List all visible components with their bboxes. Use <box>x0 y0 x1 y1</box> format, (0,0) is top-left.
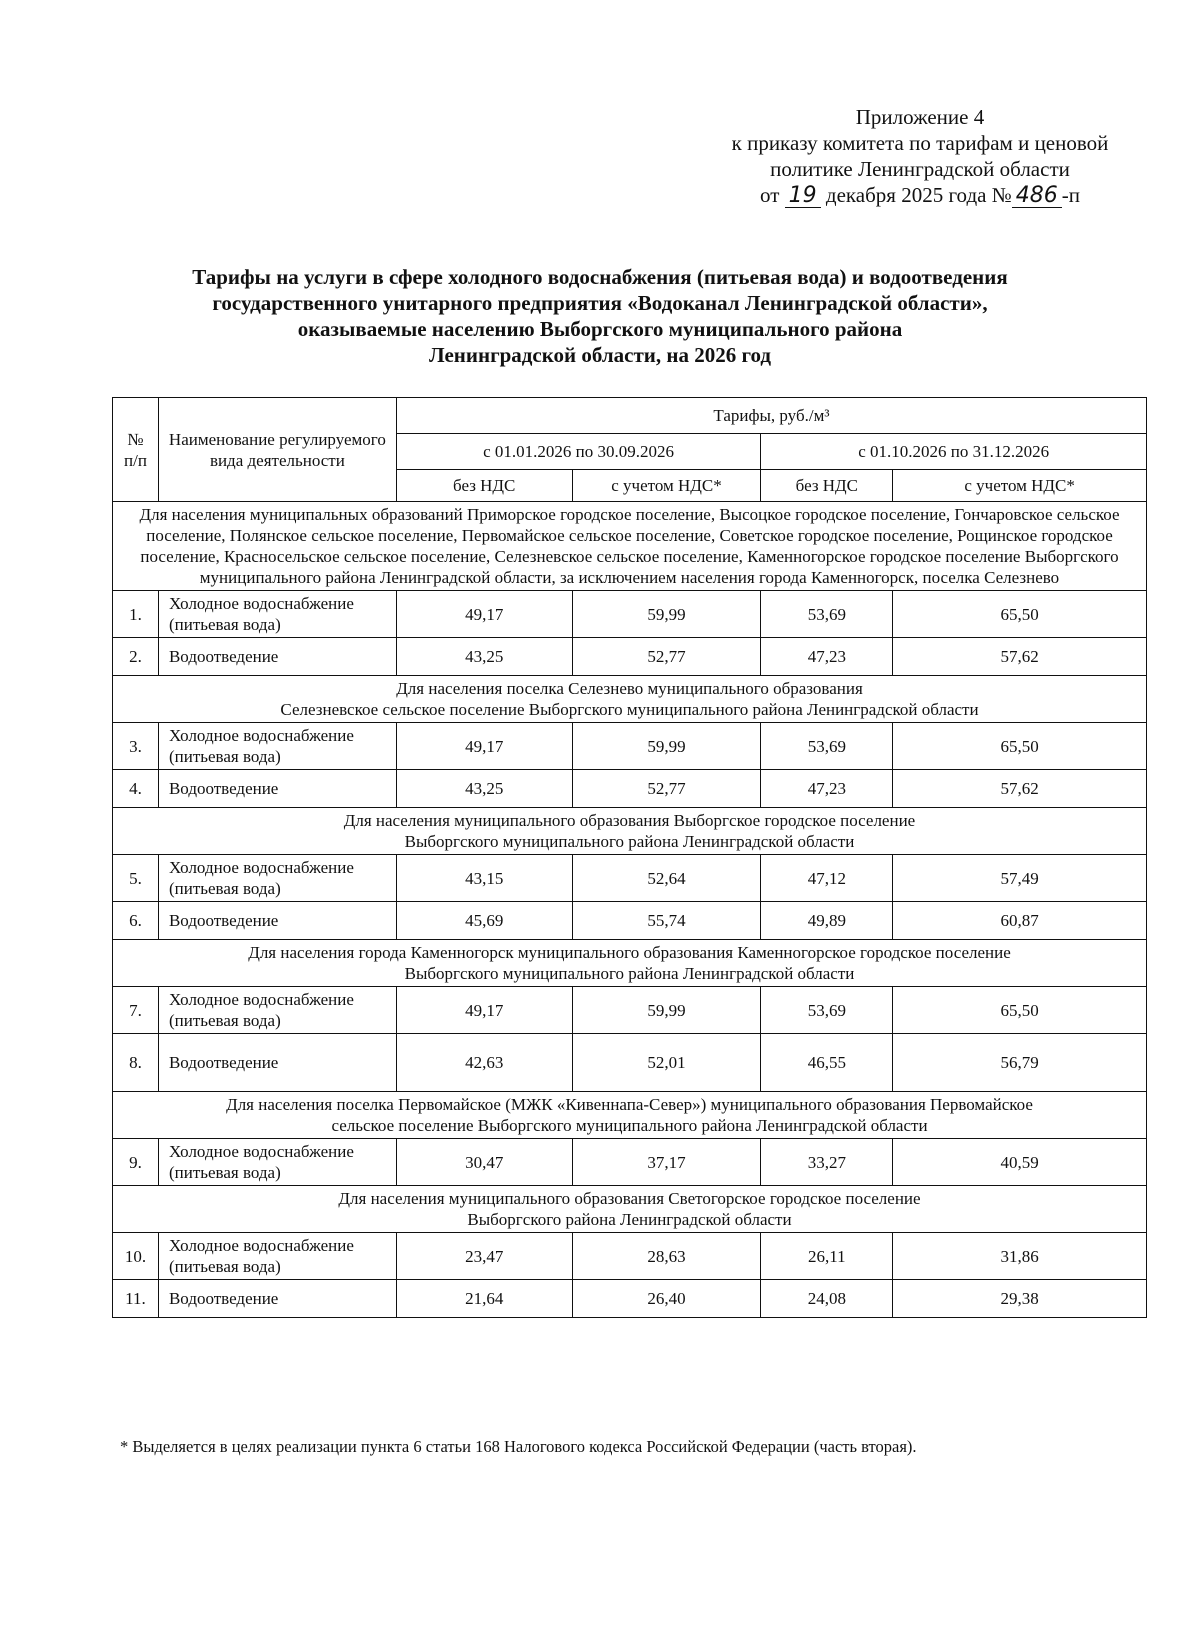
table-row <box>113 1280 1147 1318</box>
appendix-line-2: к приказу комитета по тарифам и ценовой <box>731 131 1109 155</box>
row-value: 52,77 <box>572 638 761 676</box>
table-row <box>113 638 1147 676</box>
group-title-line: Для населения поселка Первомайское (МЖК «Кивеннапа-Север») муниципального образования Первомайское <box>226 1095 1033 1114</box>
row-value: 49,17 <box>396 987 572 1034</box>
header-period-1: с 01.01.2026 по 30.09.2026 <box>396 434 761 470</box>
row-value: 45,69 <box>396 902 572 940</box>
row-value: 57,62 <box>893 770 1147 808</box>
group-title <box>113 940 1147 987</box>
appendix-block <box>690 104 1150 208</box>
row-value: 46,55 <box>761 1034 893 1092</box>
table-row <box>113 987 1147 1034</box>
row-value: 57,62 <box>893 638 1147 676</box>
footnote: * Выделяется в целях реализации пункта 6 статьи 168 Налогового кодекса Российской Федерации (часть вторая). <box>120 1437 917 1456</box>
group-title-line: сельское поселение Выборгского муниципального района Ленинградской области <box>331 1116 928 1135</box>
group-title <box>113 1092 1147 1139</box>
row-num: 3. <box>113 723 159 770</box>
row-value: 40,59 <box>893 1139 1147 1186</box>
row-service: Водоотведение <box>158 902 396 940</box>
title-line-2: государственного унитарного предприятия «Водоканал Ленинградской области», <box>212 291 988 315</box>
appendix-suffix: -п <box>1061 183 1080 207</box>
row-value: 26,11 <box>761 1233 893 1280</box>
row-service: Водоотведение <box>158 1280 396 1318</box>
table-row <box>113 1233 1147 1280</box>
header-tariffs: Тарифы, руб./м³ <box>396 398 1146 434</box>
row-value: 52,01 <box>572 1034 761 1092</box>
row-value: 57,49 <box>893 855 1147 902</box>
group-title-line: Выборгского района Ленинградской области <box>467 1210 792 1229</box>
row-service: Холодное водоснабжение (питьевая вода) <box>158 1233 396 1280</box>
group-title <box>113 676 1147 723</box>
row-value: 42,63 <box>396 1034 572 1092</box>
header-period-2: с 01.10.2026 по 31.12.2026 <box>761 434 1147 470</box>
group-title-line: Для населения города Каменногорск муниципального образования Каменногорское городское поселение <box>248 943 1011 962</box>
row-num: 11. <box>113 1280 159 1318</box>
group-title <box>113 1186 1147 1233</box>
appendix-date-prefix: от <box>760 183 780 207</box>
row-service: Холодное водоснабжение (питьевая вода) <box>158 723 396 770</box>
table-row <box>113 855 1147 902</box>
row-value: 49,89 <box>761 902 893 940</box>
header-with-vat-1: с учетом НДС* <box>572 470 761 502</box>
row-value: 59,99 <box>572 987 761 1034</box>
header-no-vat-1: без НДС <box>396 470 572 502</box>
row-num: 6. <box>113 902 159 940</box>
row-num: 10. <box>113 1233 159 1280</box>
row-value: 55,74 <box>572 902 761 940</box>
group-title-line: Для населения поселка Селезнево муниципального образования <box>396 679 863 698</box>
row-value: 56,79 <box>893 1034 1147 1092</box>
title-line-1: Тарифы на услуги в сфере холодного водоснабжения (питьевая вода) и водоотведения <box>192 265 1008 289</box>
row-value: 24,08 <box>761 1280 893 1318</box>
row-value: 65,50 <box>893 987 1147 1034</box>
row-value: 33,27 <box>761 1139 893 1186</box>
row-num: 8. <box>113 1034 159 1092</box>
row-num: 2. <box>113 638 159 676</box>
row-num: 4. <box>113 770 159 808</box>
appendix-line-1: Приложение 4 <box>855 105 985 129</box>
appendix-date-middle: декабря 2025 года № <box>825 183 1012 207</box>
table-row <box>113 723 1147 770</box>
row-value: 21,64 <box>396 1280 572 1318</box>
table-row <box>113 770 1147 808</box>
header-with-vat-2: с учетом НДС* <box>893 470 1147 502</box>
row-value: 59,99 <box>572 591 761 638</box>
row-num: 7. <box>113 987 159 1034</box>
row-service: Водоотведение <box>158 638 396 676</box>
row-value: 47,23 <box>761 638 893 676</box>
document-title <box>100 264 1100 368</box>
group-title-line: Выборгского муниципального района Ленинградской области <box>404 832 855 851</box>
row-value: 29,38 <box>893 1280 1147 1318</box>
row-num: 5. <box>113 855 159 902</box>
row-value: 65,50 <box>893 723 1147 770</box>
group-title: Для населения муниципальных образований Приморское городское поселение, Высоцкое городское поселение, Гончаровское сельское поселение, Полянское сельское поселение, Первомайское сельское поселение, Советское городское поселение, Рощинское городское поселение, Красносельское сельское поселение, Селезневское сельское поселение, Каменногорское городское поселение Выборгского муниципального района Ленинградской области, за исключением населения города Каменногорск, поселка Селезнево <box>113 502 1147 591</box>
row-value: 43,25 <box>396 770 572 808</box>
row-value: 30,47 <box>396 1139 572 1186</box>
group-title-line: Для населения муниципального образования Выборгское городское поселение <box>343 811 916 830</box>
appendix-day-handwritten: 19 <box>785 185 821 208</box>
header-num: № п/п <box>113 398 159 502</box>
group-title-line: Выборгского муниципального района Ленинградской области <box>404 964 855 983</box>
appendix-line-3: политике Ленинградской области <box>770 157 1070 181</box>
row-value: 52,64 <box>572 855 761 902</box>
row-value: 60,87 <box>893 902 1147 940</box>
row-value: 43,25 <box>396 638 572 676</box>
appendix-line-4 <box>690 182 1150 208</box>
row-value: 59,99 <box>572 723 761 770</box>
row-value: 43,15 <box>396 855 572 902</box>
header-no-vat-2: без НДС <box>761 470 893 502</box>
row-num: 9. <box>113 1139 159 1186</box>
row-value: 53,69 <box>761 723 893 770</box>
table-row <box>113 1139 1147 1186</box>
row-value: 52,77 <box>572 770 761 808</box>
row-value: 23,47 <box>396 1233 572 1280</box>
row-value: 47,12 <box>761 855 893 902</box>
row-service: Холодное водоснабжение (питьевая вода) <box>158 987 396 1034</box>
title-line-3: оказываемые населению Выборгского муниципального района <box>297 317 903 341</box>
group-title-line: Селезневское сельское поселение Выборгского муниципального района Ленинградской области <box>280 700 979 719</box>
appendix-number-handwritten: 486 <box>1012 185 1062 208</box>
row-value: 49,17 <box>396 723 572 770</box>
tariffs-table <box>112 397 1147 1318</box>
title-line-4: Ленинградской области, на 2026 год <box>428 343 772 367</box>
row-service: Водоотведение <box>158 770 396 808</box>
table-row <box>113 591 1147 638</box>
row-value: 37,17 <box>572 1139 761 1186</box>
group-title <box>113 808 1147 855</box>
row-value: 65,50 <box>893 591 1147 638</box>
row-service: Водоотведение <box>158 1034 396 1092</box>
row-service: Холодное водоснабжение (питьевая вода) <box>158 1139 396 1186</box>
row-service: Холодное водоснабжение (питьевая вода) <box>158 855 396 902</box>
row-value: 26,40 <box>572 1280 761 1318</box>
header-name: Наименование регулируемого вида деятельности <box>158 398 396 502</box>
row-num: 1. <box>113 591 159 638</box>
row-value: 47,23 <box>761 770 893 808</box>
row-value: 53,69 <box>761 591 893 638</box>
group-title-line: Для населения муниципального образования Светогорское городское поселение <box>338 1189 921 1208</box>
row-service: Холодное водоснабжение (питьевая вода) <box>158 591 396 638</box>
row-value: 28,63 <box>572 1233 761 1280</box>
row-value: 53,69 <box>761 987 893 1034</box>
row-value: 49,17 <box>396 591 572 638</box>
table-row <box>113 1034 1147 1092</box>
table-row <box>113 902 1147 940</box>
row-value: 31,86 <box>893 1233 1147 1280</box>
